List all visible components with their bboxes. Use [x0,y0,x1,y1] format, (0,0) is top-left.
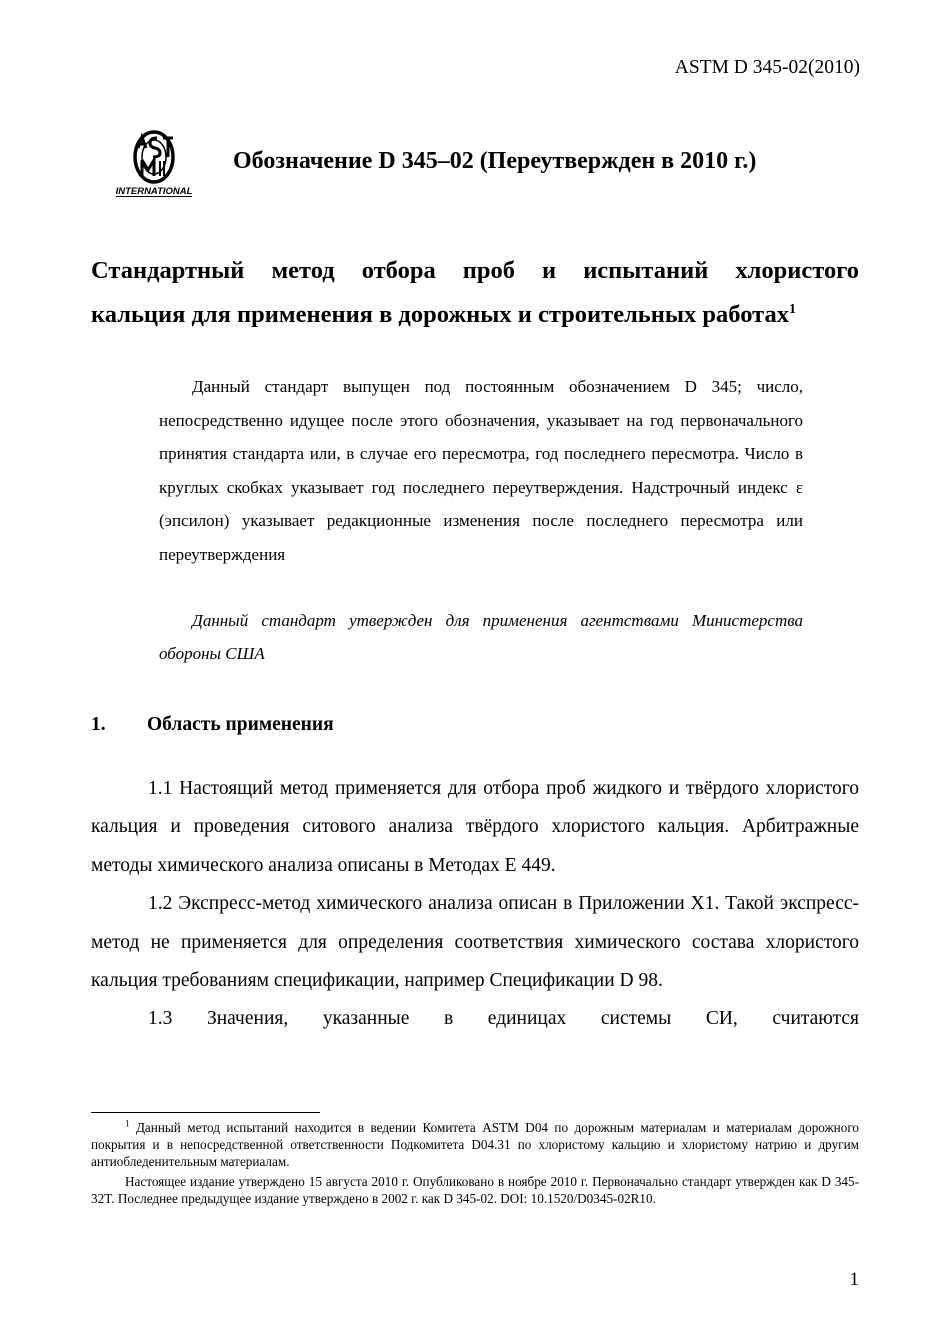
logo-label: INTERNATIONAL [115,186,193,197]
paragraph-1-3: 1.3 Значения, указанные в единицах системы СИ, считаются [148,1008,859,1030]
footnotes [91,1119,859,1209]
standard-notice: Данный стандарт выпущен под постоянным обозначением D 345; число, непосредственно идущее после этого обозначения, указывает на год первоначального принятия стандарта или, в случае его пересмотра, год последнего пересмотра. Число в круглых скобках указывает год последнего переутверждения. Надстрочный индекс ε (эпсилон) указывает редакционные изменения после последнего пересмотра или переутверждения [159,377,803,564]
title-line-2 [91,293,859,337]
footnote-2: Настоящее издание утверждено 15 августа 2010 г. Опубликовано в ноябре 2010 г. Первоначально стандарт утвержден как D 345-32T. Последнее предыдущее издание утверждено в 2002 г. как D 345-02. DOI: 10.1520/D0345-02R10. [91,1173,859,1206]
section-number: 1. [91,714,106,735]
page-number: 1 [849,1269,859,1290]
footnote-marker: 1 [125,1118,130,1129]
title-footnote-ref[interactable]: 1 [788,301,796,317]
section-title: Область применения [147,714,334,735]
approval-notice: Данный стандарт утвержден для применения агентствами Министерства обороны США [159,611,803,663]
astm-logo [113,128,195,198]
paragraph-1-1: 1.1 Настоящий метод применяется для отбора проб жидкого и твёрдого хлористого кальция и проведения ситового анализа твёрдого хлористого кальция. Арбитражные методы химического анализа описаны в Методах E 449. [91,778,859,876]
footnote-1-text: Данный метод испытаний находится в ведении Комитета ASTM D04 по дорожным материалам и материалам дорожного покрытия и в непосредственной ответственности Подкомитета D04.31 по хлористому кальцию и хлористому натрию и другим антиобледенительным материалам. [91,1120,859,1170]
section-body [91,770,859,1039]
footnote-1 [91,1119,859,1171]
designation: Обозначение D 345–02 (Переутвержден в 2010 г.) [233,148,757,174]
paragraph-1-2: 1.2 Экспресс-метод химического анализа описан в Приложении X1. Такой экспресс-метод не применяется для определения соответствия химического состава хлористого кальция требованиям спецификации, например Спецификации D 98. [91,893,859,992]
footnote-separator [91,1112,320,1113]
standard-code: ASTM D 345-02(2010) [674,57,860,78]
document-title [91,249,859,337]
title-line-1: Стандартный метод отбора проб и испытаний хлористого [91,257,859,284]
title-line-2-text: кальция для применения в дорожных и строительных работах [91,301,789,328]
